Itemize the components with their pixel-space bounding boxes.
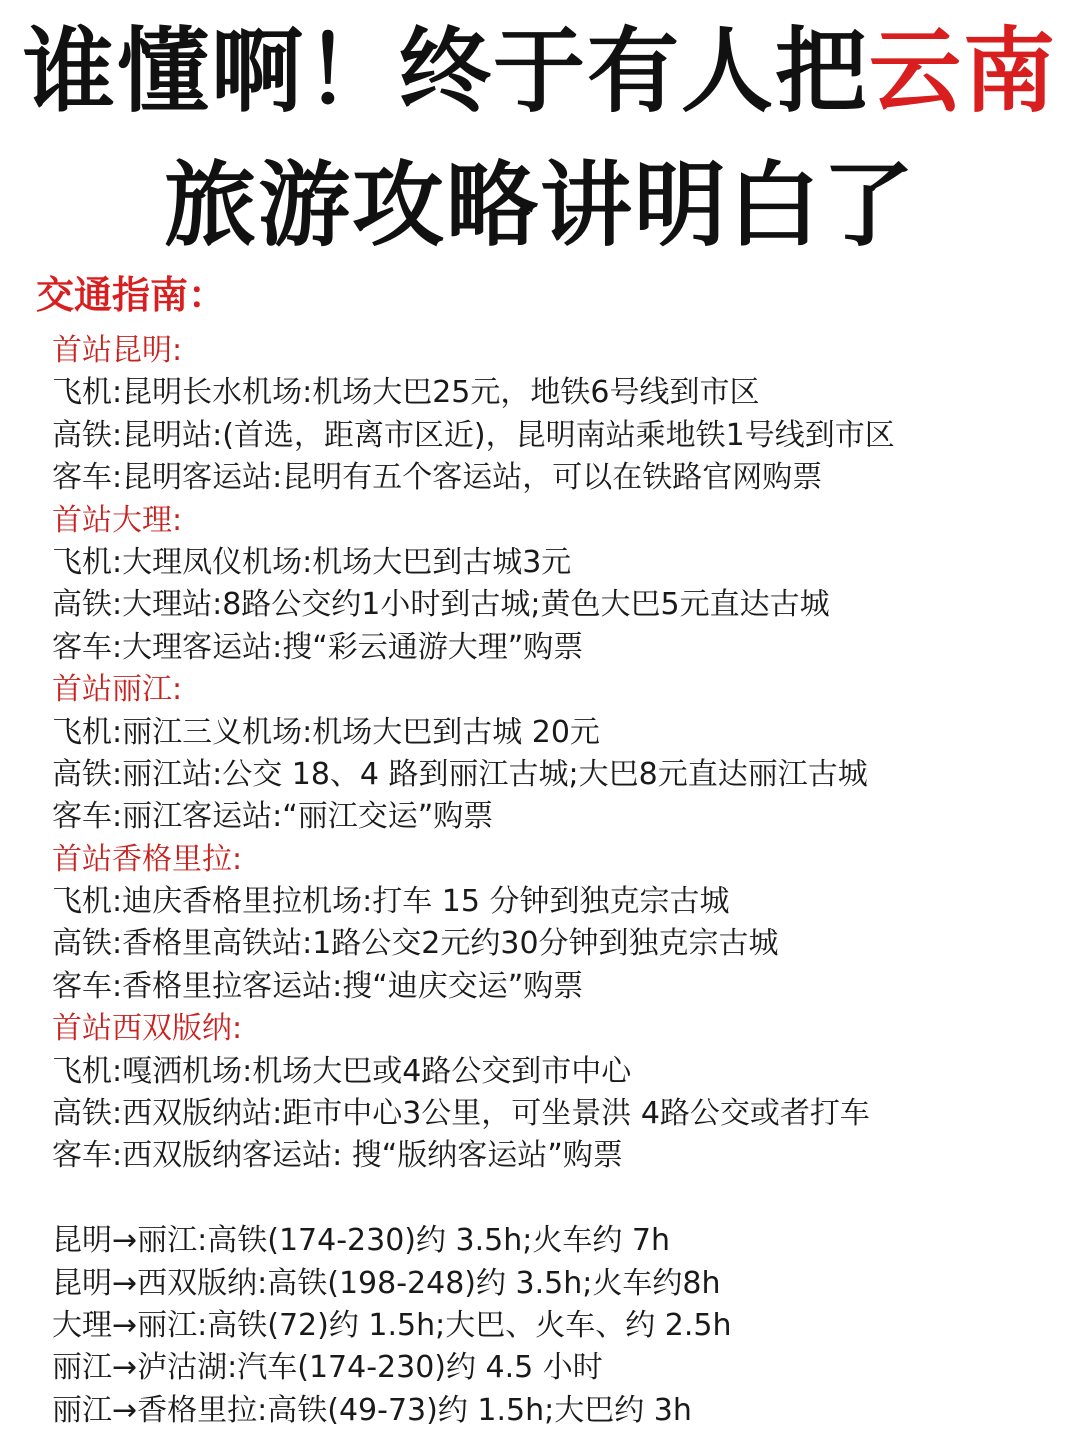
guide-line: 客车:大理客运站:搜“彩云通游大理”购票 bbox=[52, 629, 584, 665]
page-title-line-1 bbox=[0, 18, 1080, 125]
route-line: 昆明→西双版纳:高铁(198-248)约 3.5h;火车约8h bbox=[52, 1265, 721, 1301]
guide-line: 飞机:大理凤仪机场:机场大巴到古城3元 bbox=[52, 544, 572, 580]
route-line: 大理→丽江:高铁(72)约 1.5h;大巴、火车、约 2.5h bbox=[52, 1307, 732, 1343]
station-heading: 首站西双版纳: bbox=[52, 1011, 243, 1047]
route-line: 昆明→丽江:高铁(174-230)约 3.5h;火车约 7h bbox=[52, 1223, 671, 1259]
guide-line: 飞机:丽江三义机场:机场大巴到古城 20元 bbox=[52, 714, 600, 750]
page-title-line-2: 旅游攻略讲明白了 bbox=[163, 152, 916, 259]
guide-line: 客车:丽江客运站:“丽江交运”购票 bbox=[52, 799, 494, 835]
title-prefix: 谁懂啊！终于有人把 bbox=[22, 18, 869, 125]
guide-line: 客车:昆明客运站:昆明有五个客运站，可以在铁路官网购票 bbox=[52, 460, 823, 496]
guide-line: 高铁:大理站:8路公交约1小时到古城;黄色大巴5元直达古城 bbox=[52, 587, 830, 623]
route-line: 丽江→泸沽湖:汽车(174-230)约 4.5 小时 bbox=[52, 1350, 603, 1386]
guide-line: 飞机:嘎洒机场:机场大巴或4路公交到市中心 bbox=[52, 1053, 632, 1089]
route-line: 丽江→香格里拉:高铁(49-73)约 1.5h;大巴约 3h bbox=[52, 1392, 692, 1428]
guide-line: 飞机:昆明长水机场:机场大巴25元，地铁6号线到市区 bbox=[52, 375, 760, 411]
station-heading: 首站昆明: bbox=[52, 333, 183, 368]
guide-line: 高铁:丽江站:公交 18、4 路到丽江古城;大巴8元直达丽江古城 bbox=[52, 756, 868, 792]
guide-line: 客车:香格里拉客运站:搜“迪庆交运”购票 bbox=[52, 968, 584, 1004]
guide-content bbox=[52, 330, 1062, 1432]
station-heading: 首站香格里拉: bbox=[52, 841, 243, 877]
title-accent: 云南 bbox=[869, 18, 1058, 125]
station-heading: 首站丽江: bbox=[52, 672, 183, 708]
guide-line: 高铁:西双版纳站:距市中心3公里，可坐景洪 4路公交或者打车 bbox=[52, 1096, 870, 1132]
spacer bbox=[52, 1178, 1062, 1220]
station-heading: 首站大理: bbox=[52, 502, 183, 538]
guide-line: 高铁:昆明站:(首选，距离市区近)，昆明南站乘地铁1号线到市区 bbox=[52, 417, 895, 453]
guide-line: 客车:西双版纳客运站: 搜“版纳客运站”购票 bbox=[52, 1138, 623, 1174]
guide-line: 高铁:香格里高铁站:1路公交2元约30分钟到独克宗古城 bbox=[52, 926, 779, 962]
section-heading-transport: 交通指南： bbox=[36, 273, 227, 317]
guide-line: 飞机:迪庆香格里拉机场:打车 15 分钟到独克宗古城 bbox=[52, 884, 730, 920]
